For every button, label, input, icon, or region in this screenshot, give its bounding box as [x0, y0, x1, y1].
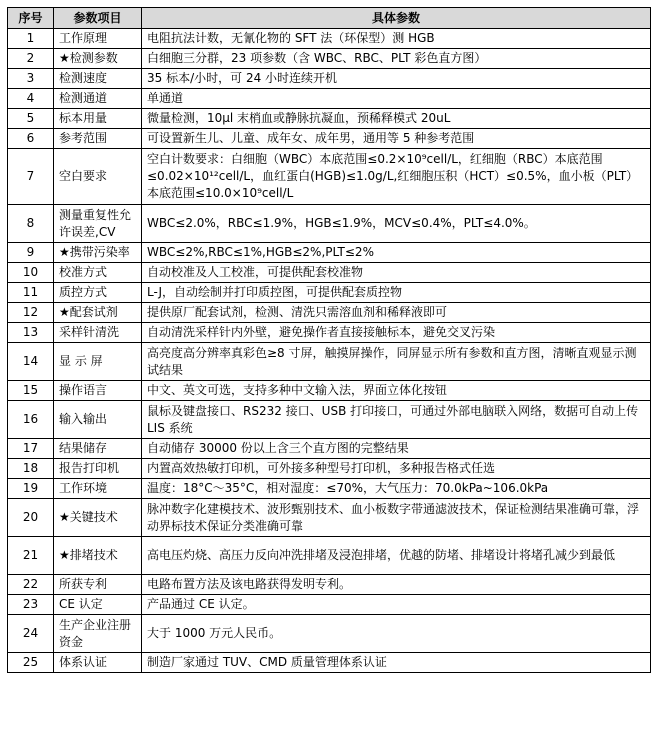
cell-item: 报告打印机	[54, 459, 142, 479]
cell-detail: 内置高效热敏打印机，可外接多种型号打印机，多种报告格式任选	[142, 459, 651, 479]
cell-detail: 单通道	[142, 89, 651, 109]
table-row	[8, 29, 651, 49]
cell-item: 检测速度	[54, 69, 142, 89]
table-row	[8, 615, 651, 653]
header-seq: 序号	[8, 8, 54, 29]
cell-detail: 自动清洗采样针内外壁，避免操作者直接接触标本，避免交叉污染	[142, 323, 651, 343]
cell-seq: 6	[8, 129, 54, 149]
cell-item: 所获专利	[54, 575, 142, 595]
cell-seq: 19	[8, 479, 54, 499]
cell-seq: 2	[8, 49, 54, 69]
table-row	[8, 109, 651, 129]
table-row	[8, 243, 651, 263]
cell-detail: 高亮度高分辨率真彩色≥8 寸屏，触摸屏操作，同屏显示所有参数和直方图，清晰直观显示测试结果	[142, 343, 651, 381]
cell-item: 工作原理	[54, 29, 142, 49]
cell-detail: 中文、英文可选，支持多种中文输入法，界面立体化按钮	[142, 381, 651, 401]
table-body	[8, 29, 651, 673]
cell-item: ★配套试剂	[54, 303, 142, 323]
table-row	[8, 49, 651, 69]
table-row	[8, 263, 651, 283]
cell-detail: 空白计数要求：白细胞（WBC）本底范围≤0.2×10⁹cell/L，红细胞（RBC）本底范围≤0.02×10¹²cell/L，血红蛋白(HGB)≤1.0g/L,红细胞压积（HCT）≤0.5%，血小板（PLT）本底范围≤10.0×10⁹cell/L	[142, 149, 651, 205]
table-row	[8, 129, 651, 149]
cell-seq: 8	[8, 205, 54, 243]
cell-detail: 鼠标及键盘接口、RS232 接口、USB 打印接口，可通过外部电脑联入网络，数据可自动上传 LIS 系统	[142, 401, 651, 439]
cell-item: 校准方式	[54, 263, 142, 283]
table-row	[8, 283, 651, 303]
cell-seq: 5	[8, 109, 54, 129]
table-row	[8, 537, 651, 575]
cell-detail: WBC≤2.0%，RBC≤1.9%，HGB≤1.9%，MCV≤0.4%，PLT≤4.0%。	[142, 205, 651, 243]
table-row	[8, 439, 651, 459]
cell-item: 空白要求	[54, 149, 142, 205]
cell-detail: 大于 1000 万元人民币。	[142, 615, 651, 653]
table-row	[8, 401, 651, 439]
cell-item: 生产企业注册资金	[54, 615, 142, 653]
cell-item: 结果储存	[54, 439, 142, 459]
cell-item: ★携带污染率	[54, 243, 142, 263]
table-row	[8, 499, 651, 537]
cell-seq: 20	[8, 499, 54, 537]
cell-detail: 高电压灼烧、高压力反向冲洗排堵及浸泡排堵，优越的防堵、排堵设计将堵孔减少到最低	[142, 537, 651, 575]
table-row	[8, 595, 651, 615]
table-row	[8, 653, 651, 673]
table-row	[8, 303, 651, 323]
parameter-table	[7, 7, 651, 673]
cell-seq: 7	[8, 149, 54, 205]
cell-detail: 脉冲数字化建模技术、波形甄别技术、血小板数字带通滤波技术，保证检测结果准确可靠，浮动界标技术保证分类准确可靠	[142, 499, 651, 537]
cell-item: ★排堵技术	[54, 537, 142, 575]
cell-seq: 14	[8, 343, 54, 381]
table-row	[8, 575, 651, 595]
cell-detail: 电阻抗法计数，无氰化物的 SFT 法（环保型）测 HGB	[142, 29, 651, 49]
table-row	[8, 323, 651, 343]
cell-seq: 13	[8, 323, 54, 343]
cell-item: 操作语言	[54, 381, 142, 401]
table-row	[8, 149, 651, 205]
cell-seq: 18	[8, 459, 54, 479]
cell-item: 参考范围	[54, 129, 142, 149]
cell-seq: 12	[8, 303, 54, 323]
table-header-row	[8, 8, 651, 29]
cell-seq: 17	[8, 439, 54, 459]
cell-seq: 16	[8, 401, 54, 439]
cell-item: CE 认定	[54, 595, 142, 615]
table-row	[8, 69, 651, 89]
table-row	[8, 205, 651, 243]
cell-seq: 3	[8, 69, 54, 89]
table-row	[8, 343, 651, 381]
cell-seq: 1	[8, 29, 54, 49]
cell-item: 显 示 屏	[54, 343, 142, 381]
table-row	[8, 381, 651, 401]
table-row	[8, 89, 651, 109]
cell-detail: 电路布置方法及该电路获得发明专利。	[142, 575, 651, 595]
cell-seq: 9	[8, 243, 54, 263]
cell-detail: 产品通过 CE 认定。	[142, 595, 651, 615]
cell-item: ★关键技术	[54, 499, 142, 537]
cell-seq: 15	[8, 381, 54, 401]
cell-seq: 25	[8, 653, 54, 673]
cell-detail: 温度：18°C～35°C，相对湿度：≤70%，大气压力：70.0kPa~106.0kPa	[142, 479, 651, 499]
cell-seq: 11	[8, 283, 54, 303]
cell-item: 体系认证	[54, 653, 142, 673]
cell-item: 输入输出	[54, 401, 142, 439]
cell-item: ★检测参数	[54, 49, 142, 69]
cell-seq: 4	[8, 89, 54, 109]
cell-item: 采样针清洗	[54, 323, 142, 343]
cell-item: 测量重复性允许误差,CV	[54, 205, 142, 243]
cell-detail: 制造厂家通过 TUV、CMD 质量管理体系认证	[142, 653, 651, 673]
cell-detail: 提供原厂配套试剂，检测、清洗只需溶血剂和稀释液即可	[142, 303, 651, 323]
header-detail: 具体参数	[142, 8, 651, 29]
cell-seq: 23	[8, 595, 54, 615]
cell-detail: 35 标本/小时，可 24 小时连续开机	[142, 69, 651, 89]
header-item: 参数项目	[54, 8, 142, 29]
cell-item: 质控方式	[54, 283, 142, 303]
cell-detail: 微量检测，10μl 末梢血或静脉抗凝血，预稀释模式 20uL	[142, 109, 651, 129]
table-row	[8, 459, 651, 479]
cell-item: 标本用量	[54, 109, 142, 129]
cell-detail: WBC≤2%,RBC≤1%,HGB≤2%,PLT≤2%	[142, 243, 651, 263]
cell-detail: 可设置新生儿、儿童、成年女、成年男，通用等 5 种参考范围	[142, 129, 651, 149]
cell-detail: 自动校准及人工校准，可提供配套校准物	[142, 263, 651, 283]
table-row	[8, 479, 651, 499]
cell-detail: 自动储存 30000 份以上含三个直方图的完整结果	[142, 439, 651, 459]
cell-item: 检测通道	[54, 89, 142, 109]
cell-seq: 21	[8, 537, 54, 575]
cell-seq: 22	[8, 575, 54, 595]
cell-detail: 白细胞三分群，23 项参数（含 WBC、RBC、PLT 彩色直方图）	[142, 49, 651, 69]
cell-detail: L-J，自动绘制并打印质控图，可提供配套质控物	[142, 283, 651, 303]
cell-seq: 10	[8, 263, 54, 283]
cell-item: 工作环境	[54, 479, 142, 499]
cell-seq: 24	[8, 615, 54, 653]
